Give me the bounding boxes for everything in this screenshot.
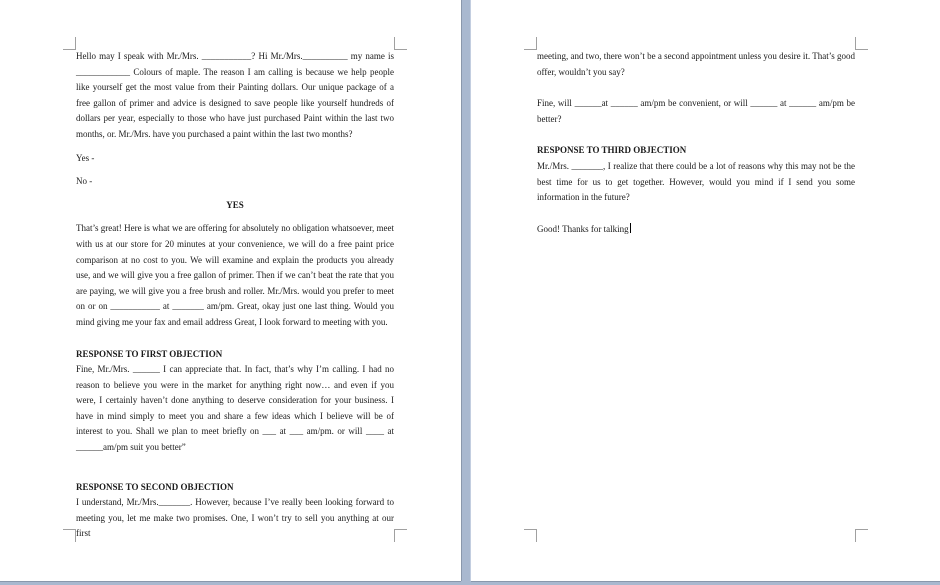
corner-mark bbox=[63, 37, 76, 50]
first-objection-paragraph[interactable]: Fine, Mr./Mrs. ______ I can appreciate that. In fact, that’s why I’m calling. I had no reason to believe you were in the market for anything right now… and even if you were, I certainly haven’t done anything to deserve consideration for your business. I have in mind simply to meet you and share a few ideas which I believe will be of interest to you. Shall we plan to meet briefly on ___ at ___ am/pm. or will ____ at ______am/pm suit you better” bbox=[76, 364, 394, 453]
yes-paragraph[interactable]: That’s great! Here is what we are offering for absolutely no obligation whatsoever, meet with us at our store for 20 minutes at your convenience, we will do a free paint price comparison at no cost to you. We will examine and explain the products you already use, and we will give you a free gallon of primer. Then if we can’t beat the rate that you are paying, we will give you a free brush and roller. Mr./Mrs. would you prefer to meet on or on ___________ at _______ am/pm. Great, okay just one last thing. Would you mind giving me your fax and email address Great, I look forward to meeting with you. bbox=[76, 223, 394, 327]
continuation-paragraph[interactable]: meeting, and two, there won’t be a second appointment unless you desire it. That’s good offer, wouldn’t you say? bbox=[537, 51, 855, 77]
corner-mark bbox=[524, 529, 537, 542]
text-cursor bbox=[630, 223, 631, 233]
closing-line[interactable] bbox=[537, 222, 855, 238]
no-option[interactable]: No - bbox=[76, 176, 93, 187]
second-objection-heading[interactable]: RESPONSE TO SECOND OBJECTION bbox=[76, 481, 234, 492]
third-objection-heading[interactable]: RESPONSE TO THIRD OBJECTION bbox=[537, 145, 687, 156]
second-objection-paragraph[interactable]: I understand, Mr./Mrs._______. However, because I’ve really been looking forward to meeting you, let me make two promises. One, I won’t try to sell you anything at our first bbox=[76, 497, 394, 539]
fine-paragraph[interactable]: Fine, will ______at ______ am/pm be convenient, or will ______ at ______ am/pm be better? bbox=[537, 98, 855, 124]
corner-mark bbox=[394, 529, 407, 542]
third-objection-paragraph[interactable]: Mr./Mrs. _______, I realize that there could be a lot of reasons why this may not be the best time for us to get together. However, would you mind if I send you some information in the future? bbox=[537, 160, 855, 203]
corner-mark bbox=[63, 529, 76, 542]
yes-option[interactable]: Yes - bbox=[76, 152, 95, 163]
page-1-text-area[interactable] bbox=[76, 49, 394, 542]
document-page-2[interactable] bbox=[471, 0, 940, 581]
corner-mark bbox=[394, 37, 407, 50]
page-2-text-area[interactable] bbox=[537, 49, 855, 237]
closing-text: Good! Thanks for talking bbox=[537, 223, 629, 234]
first-objection-heading[interactable]: RESPONSE TO FIRST OBJECTION bbox=[76, 348, 223, 359]
corner-mark bbox=[524, 37, 537, 50]
corner-mark bbox=[855, 37, 868, 50]
document-page-1[interactable] bbox=[0, 0, 461, 581]
intro-paragraph[interactable]: Hello may I speak with Mr./Mrs. ___________? Hi Mr./Mrs.__________ my name is ____________ Colours of maple. The reason I am calling is because we help people like yourself get the most value from their Painting dollars. Our unique package of a free gallon of primer and advice is designed to save people like yourself hundreds of dollars per year, especially to those who have just purchased Paint within the last two months, or. Mr./Mrs. have you purchased a paint within the last two months? bbox=[76, 51, 394, 139]
corner-mark bbox=[855, 529, 868, 542]
yes-heading[interactable]: YES bbox=[226, 199, 244, 210]
